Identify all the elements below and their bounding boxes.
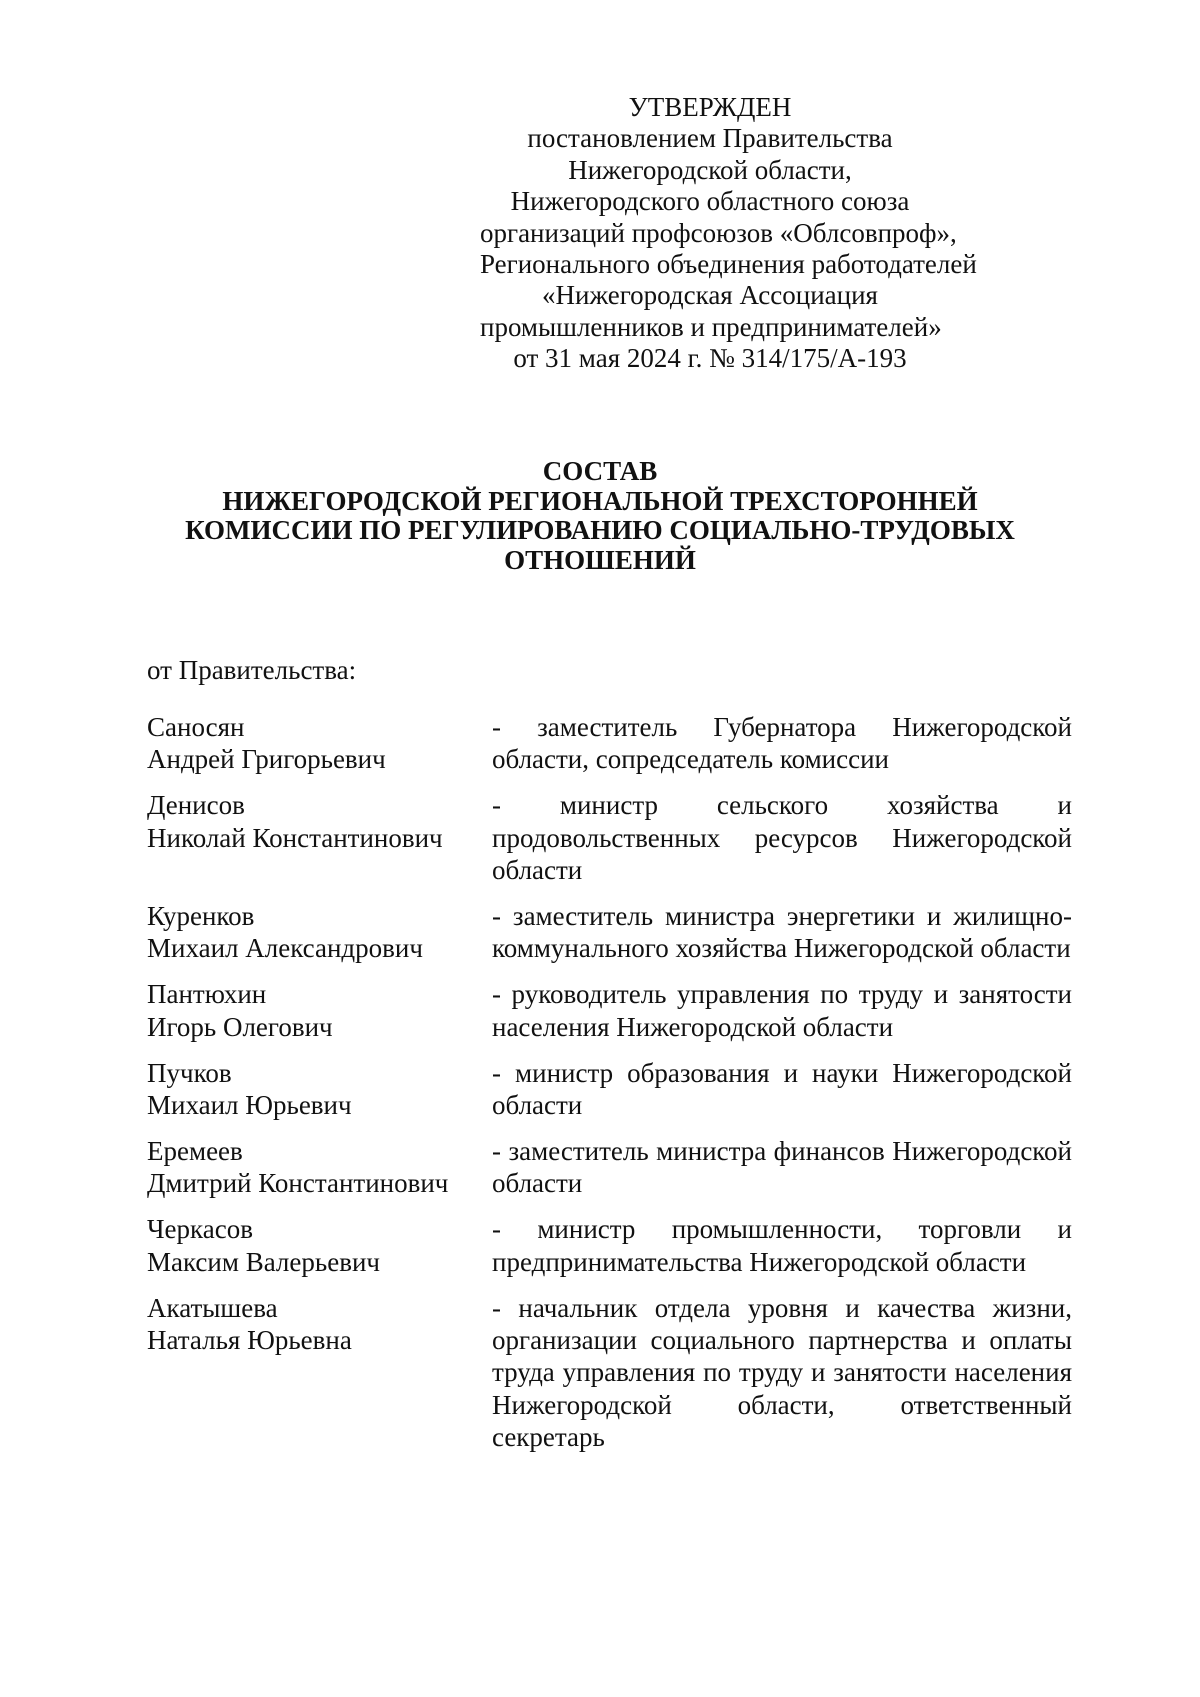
- approval-line: организаций профсоюзов «Облсовпроф»,: [480, 217, 957, 248]
- member-role: - министр промышленности, торговли и предпринимательства Нижегородской области: [492, 1214, 1072, 1277]
- member-given-name: Максим Валерьевич: [147, 1246, 380, 1277]
- member-row: [147, 1292, 1082, 1454]
- member-role: - министр образования и науки Нижегородской области: [492, 1057, 1072, 1121]
- member-surname: Пучков: [147, 1057, 232, 1088]
- title-line: СОСТАВ: [542, 456, 658, 486]
- member-name: [147, 1292, 492, 1454]
- member-list: [147, 711, 1082, 1467]
- member-given-name: Николай Константинович: [147, 822, 443, 853]
- member-name: [147, 1057, 492, 1122]
- member-surname: Саносян: [147, 712, 245, 742]
- approval-line: промышленников и предпринимателей»: [480, 311, 942, 342]
- member-role: - заместитель министра финансов Нижегородской области: [492, 1135, 1072, 1199]
- member-row: [147, 1057, 1082, 1122]
- approval-line: постановлением Правительства: [527, 123, 893, 154]
- document-title: [100, 457, 1100, 575]
- title-line: НИЖЕГОРОДСКОЙ РЕГИОНАЛЬНОЙ ТРЕХСТОРОННЕЙ: [222, 485, 978, 516]
- member-name: [147, 711, 492, 776]
- section-label: от Правительства:: [147, 655, 357, 685]
- member-given-name: Игорь Олегович: [147, 1011, 333, 1042]
- member-role: - министр сельского хозяйства и продовольственных ресурсов Нижегородской области: [492, 790, 1072, 886]
- approval-stamp: [480, 92, 977, 375]
- member-row: [147, 789, 1082, 886]
- approval-line: от 31 мая 2024 г. № 314/175/А-193: [513, 343, 907, 374]
- member-given-name: Наталья Юрьевна: [147, 1325, 352, 1355]
- member-surname: Куренков: [147, 901, 255, 932]
- member-name: [147, 900, 492, 965]
- member-row: [147, 1213, 1082, 1278]
- member-name: [147, 1135, 492, 1200]
- member-name: [147, 1213, 492, 1278]
- member-surname: Черкасов: [147, 1214, 253, 1245]
- approval-line: Регионального объединения работодателей: [480, 249, 977, 280]
- approval-line: «Нижегородская Ассоциация: [542, 280, 878, 311]
- member-role: - руководитель управления по труду и занятости населения Нижегородской области: [492, 979, 1072, 1042]
- member-surname: Пантюхин: [147, 979, 267, 1010]
- approval-line: Нижегородской области,: [568, 154, 852, 185]
- member-role: - заместитель Губернатора Нижегородской области, сопредседатель комиссии: [492, 712, 1072, 775]
- member-row: [147, 900, 1082, 965]
- title-line: ОТНОШЕНИЙ: [504, 544, 696, 575]
- member-name: [147, 978, 492, 1043]
- title-line: КОМИССИИ ПО РЕГУЛИРОВАНИЮ СОЦИАЛЬНО-ТРУДОВЫХ: [185, 515, 1015, 545]
- approval-line: Нижегородского областного союза: [510, 186, 910, 217]
- member-name: [147, 789, 492, 886]
- member-given-name: Михаил Юрьевич: [147, 1090, 352, 1121]
- member-surname: Денисов: [147, 790, 245, 821]
- member-given-name: Михаил Александрович: [147, 933, 423, 964]
- approval-line: УТВЕРЖДЕН: [628, 92, 792, 122]
- member-given-name: Дмитрий Константинович: [147, 1168, 449, 1199]
- member-given-name: Андрей Григорьевич: [147, 744, 386, 775]
- member-role: - начальник отдела уровня и качества жизни, организации социального партнерства и оплаты труда управления по труду и занятости населения Нижегородской области, ответственный секретарь: [492, 1292, 1072, 1453]
- member-row: [147, 711, 1082, 776]
- member-role: - заместитель министра энергетики и жилищно-коммунального хозяйства Нижегородской области: [492, 901, 1072, 964]
- member-surname: Еремеев: [147, 1135, 243, 1166]
- member-surname: Акатышева: [147, 1292, 278, 1323]
- member-row: [147, 978, 1082, 1043]
- member-row: [147, 1135, 1082, 1200]
